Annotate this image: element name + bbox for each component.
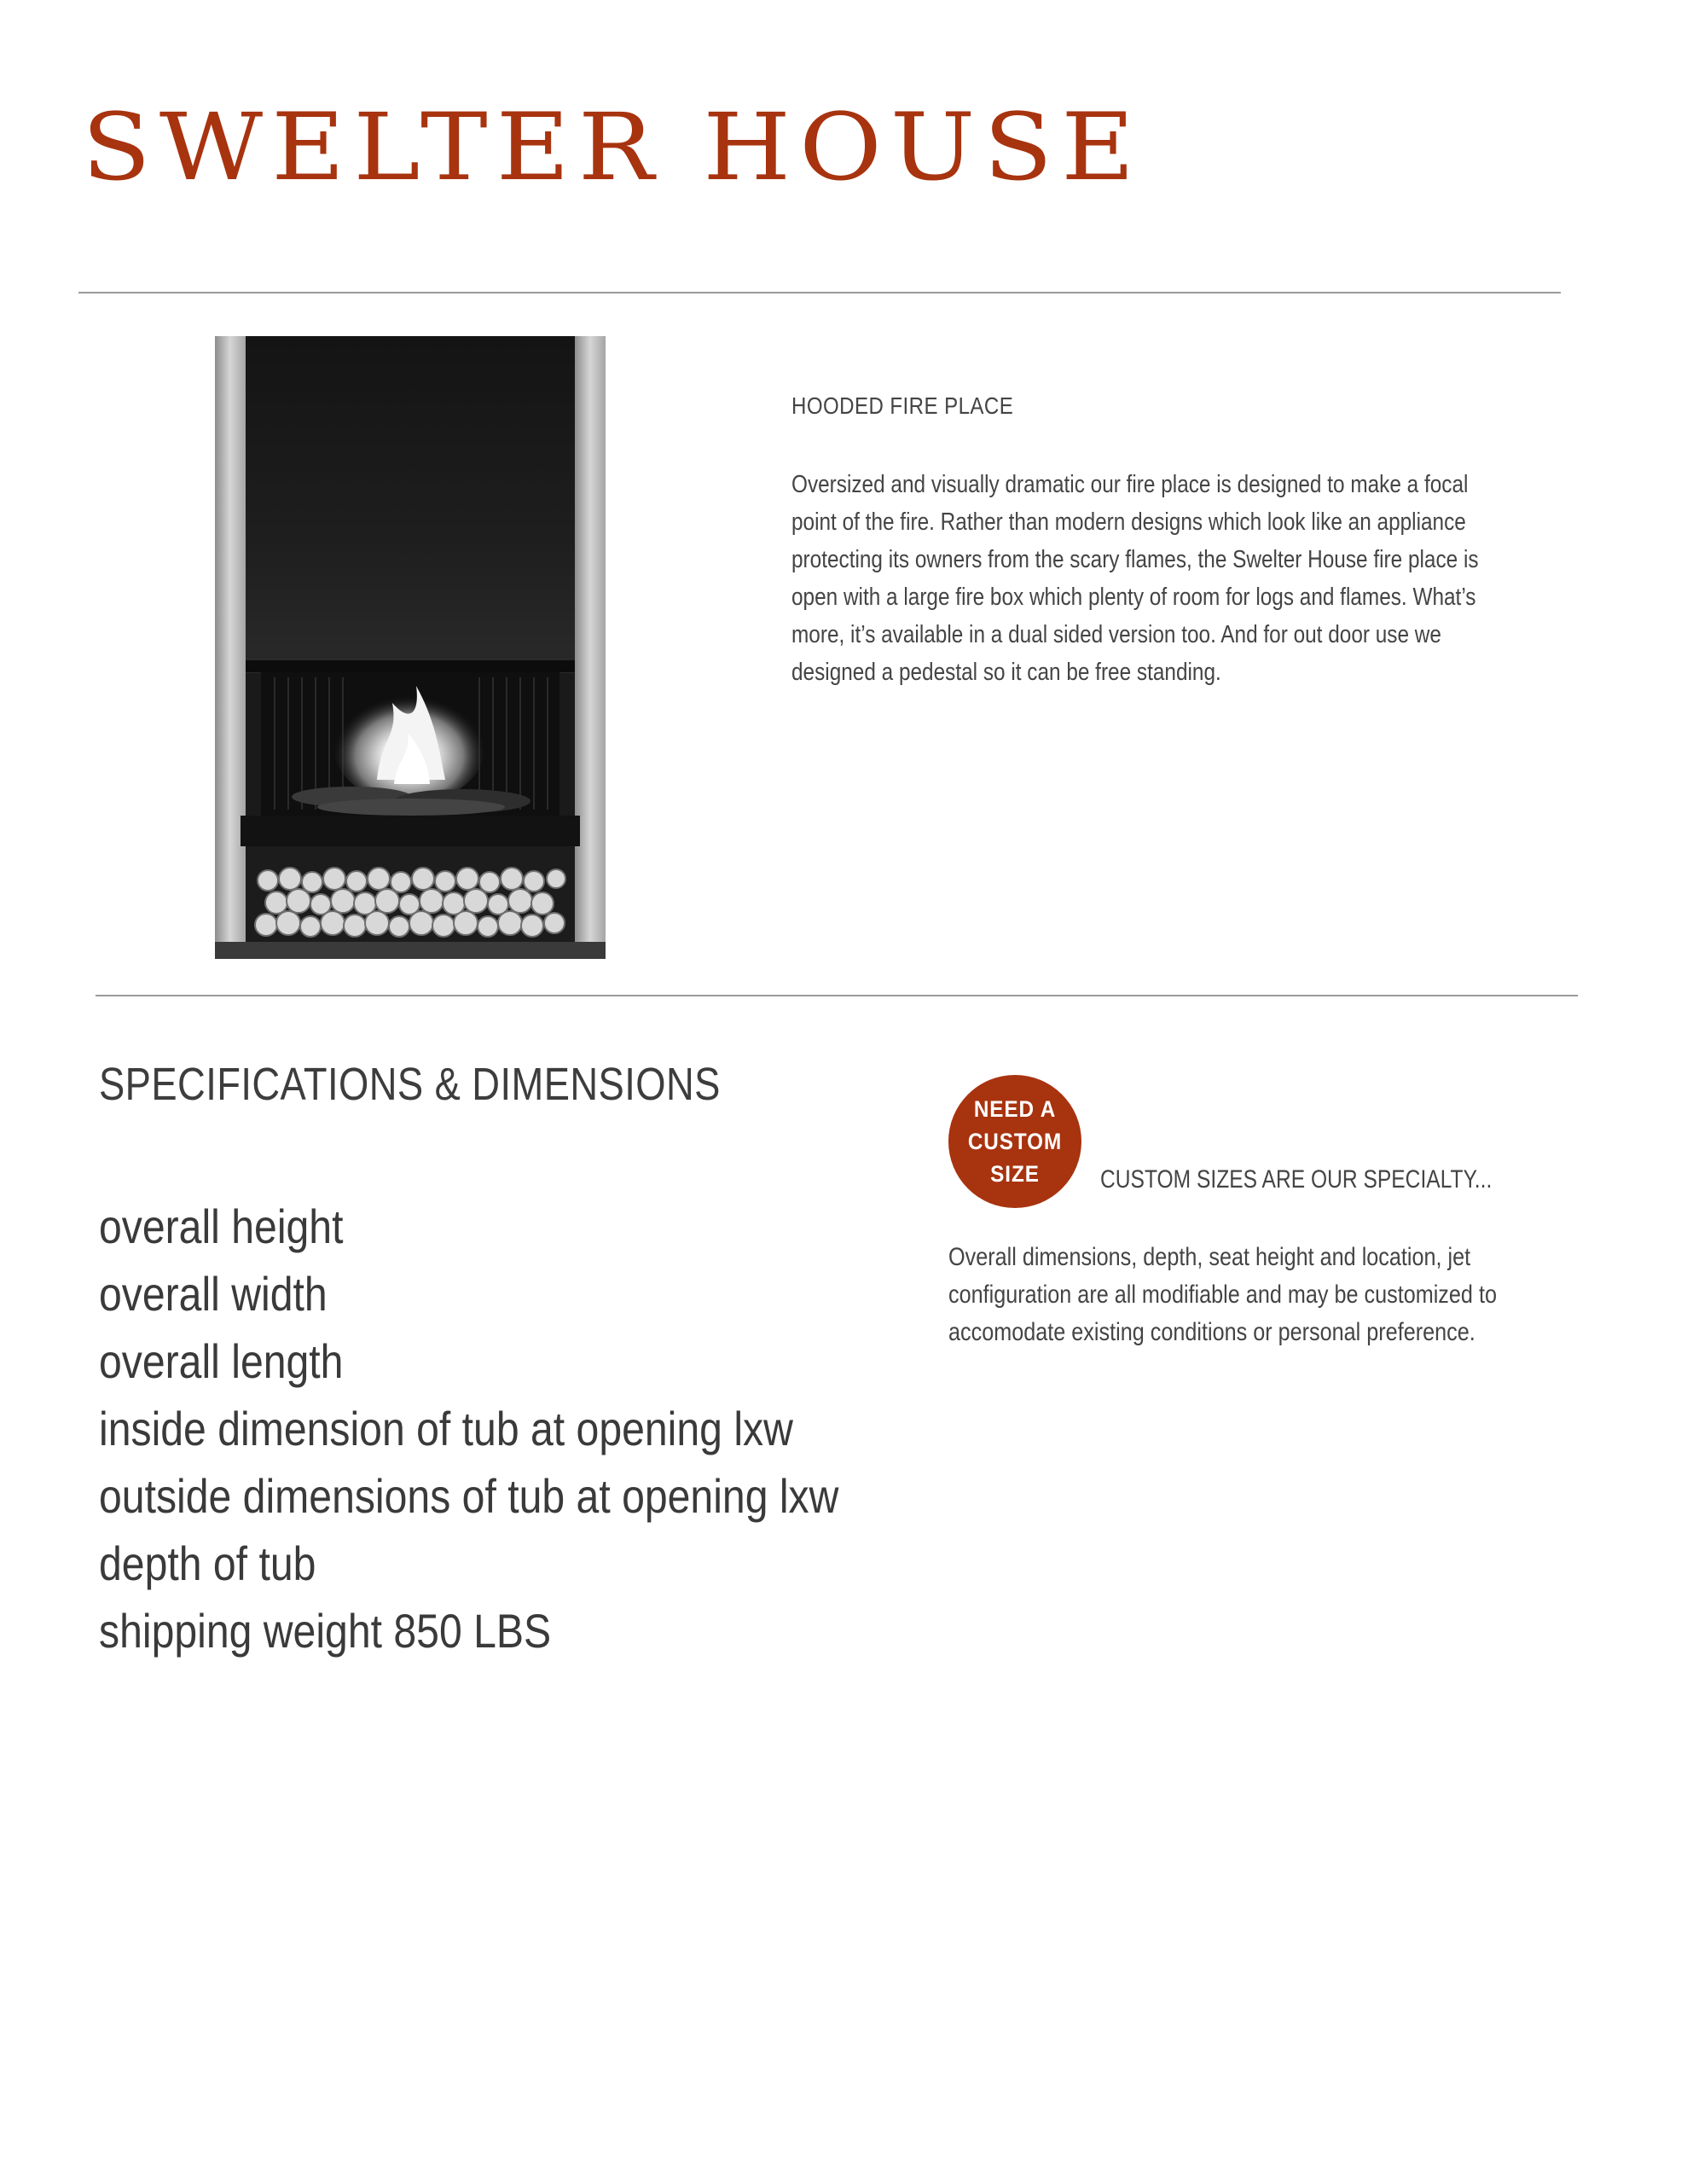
spec-item: overall length: [99, 1334, 344, 1388]
custom-size-badge-label: [961, 1093, 1069, 1190]
middle-divider: [96, 995, 1578, 996]
custom-size-badge[interactable]: [948, 1075, 1081, 1208]
product-description: Oversized and visually dramatic our fire place is designed to make a focal point of the fire. Rather than modern designs which look like an appliance protecting its owners from the scary flames, the Swelter House fire place is open with a large fire box which plenty of room for logs and flames. What’s more, it’s available in a dual sided version too. And for out door use we designed a pedestal so it can be free standing.: [791, 471, 1479, 686]
spec-item: inside dimension of tub at opening lxw: [99, 1402, 793, 1455]
badge-line-1: NEED A: [973, 1096, 1057, 1122]
badge-line-2: CUSTOM: [967, 1129, 1063, 1154]
product-title: HOODED FIRE PLACE: [791, 392, 1014, 419]
spec-item: depth of tub: [99, 1536, 316, 1590]
brand-logo: SWELTER HOUSE: [82, 92, 1144, 201]
specs-list: [99, 1193, 838, 1664]
specs-heading: SPECIFICATIONS & DIMENSIONS: [99, 1059, 721, 1110]
badge-line-3: SIZE: [990, 1161, 1040, 1187]
spec-item: overall height: [99, 1199, 344, 1253]
top-divider: [78, 292, 1561, 293]
spec-item: shipping weight 850 LBS: [99, 1604, 552, 1658]
custom-sizes-description: Overall dimensions, depth, seat height and location, jet configuration are all modifiable and may be customized to accomodate existing conditions or personal preference.: [948, 1243, 1497, 1346]
fireplace-photo: [215, 336, 606, 959]
custom-sizes-tagline: CUSTOM SIZES ARE OUR SPECIALTY...: [1100, 1165, 1493, 1194]
spec-item: outside dimensions of tub at opening lxw: [99, 1469, 839, 1523]
spec-item: overall width: [99, 1267, 328, 1321]
